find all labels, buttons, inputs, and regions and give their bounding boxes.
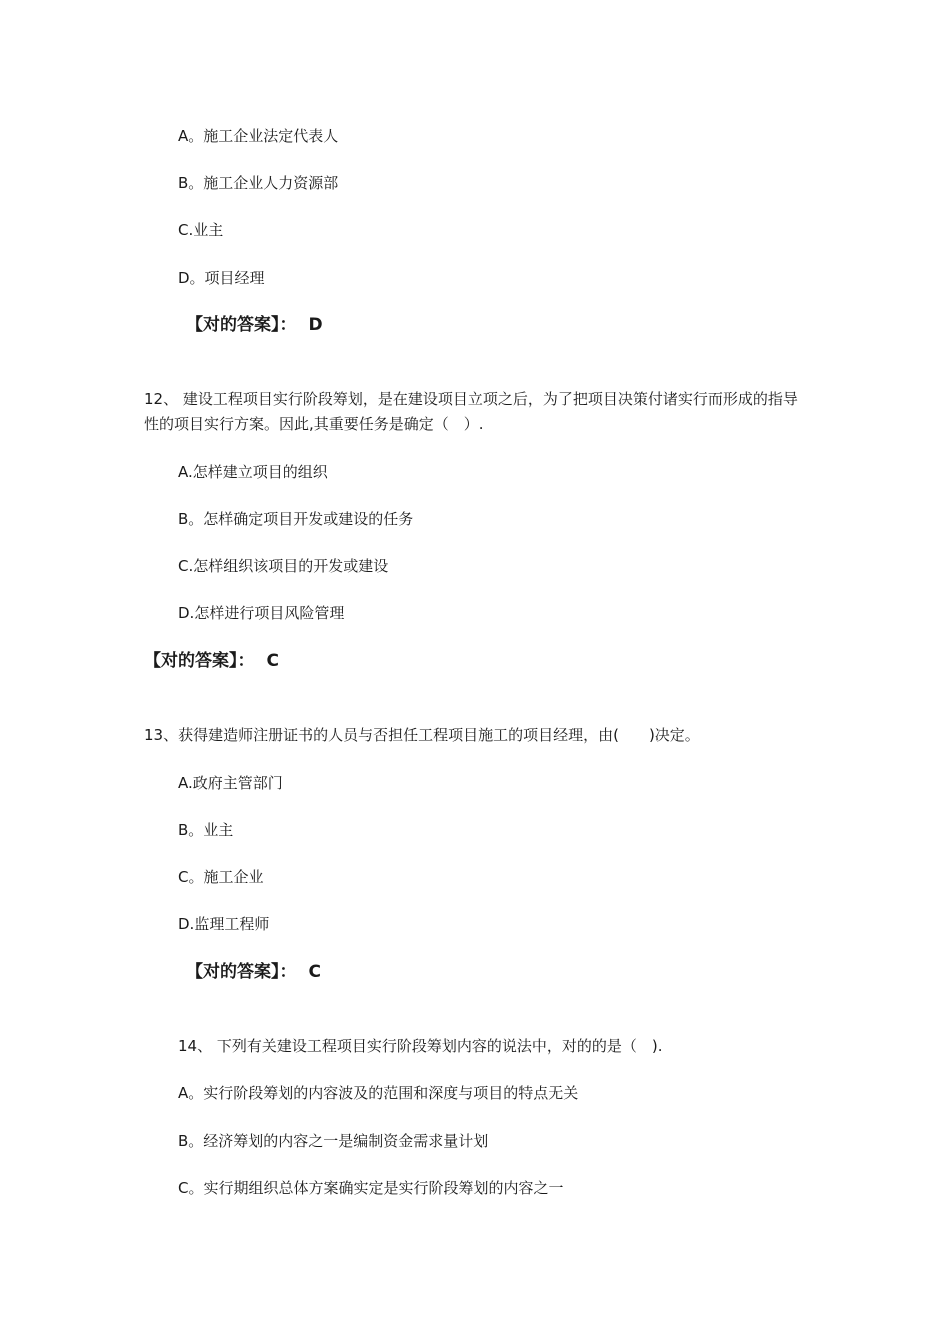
q12-answer-label: 【对的答案】： xyxy=(144,651,255,671)
q12-option-c: C.怎样组织该项目的开发或建设 xyxy=(178,557,389,575)
q11-answer-value: D xyxy=(308,315,323,335)
q13-option-b: B。业主 xyxy=(178,821,234,839)
q11-option-c: C.业主 xyxy=(178,221,224,239)
q12-answer-value: C xyxy=(266,651,279,671)
q12-option-d: D.怎样进行项目风险管理 xyxy=(178,604,345,622)
q12-answer xyxy=(144,648,279,674)
q14-option-a: A。实行阶段筹划的内容波及的范围和深度与项目的特点无关 xyxy=(178,1084,579,1102)
q11-option-b: B。施工企业人力资源部 xyxy=(178,174,339,192)
q14-option-c: C。实行期组织总体方案确实定是实行阶段筹划的内容之一 xyxy=(178,1179,564,1197)
q13-option-d: D.监理工程师 xyxy=(178,915,270,933)
q13-question-text: 13、获得建造师注册证书的人员与否担任工程项目施工的项目经理，由( )决定。 xyxy=(144,726,700,744)
q11-answer-label: 【对的答案】： xyxy=(186,315,297,335)
q13-option-a: A.政府主管部门 xyxy=(178,774,283,792)
q13-answer-value: C xyxy=(308,962,321,982)
q11-option-d: D。项目经理 xyxy=(178,269,265,287)
q13-option-c: C。施工企业 xyxy=(178,868,264,886)
q11-option-a: A。施工企业法定代表人 xyxy=(178,127,339,145)
q14-option-b: B。经济筹划的内容之一是编制资金需求量计划 xyxy=(178,1132,489,1150)
q13-answer-label: 【对的答案】： xyxy=(186,962,297,982)
q12-question-text: 12、 建设工程项目实行阶段筹划，是在建设项目立项之后，为了把项目决策付诸实行而形成的指导性的项目实行方案。因此,其重要任务是确定（ ）. xyxy=(144,390,798,433)
q11-answer xyxy=(186,312,323,338)
q12-option-b: B。怎样确定项目开发或建设的任务 xyxy=(178,510,414,528)
q13-answer xyxy=(186,959,321,985)
q12-option-a: A.怎样建立项目的组织 xyxy=(178,463,328,481)
q14-question-text: 14、 下列有关建设工程项目实行阶段筹划内容的说法中，对的的是（ ). xyxy=(178,1037,663,1055)
